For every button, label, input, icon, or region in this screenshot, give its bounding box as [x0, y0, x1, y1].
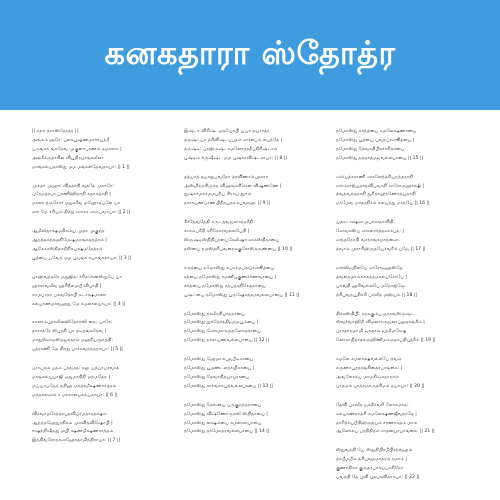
verse [336, 174, 482, 210]
verse-line: ஹாராவலீவ ஹரிநீலமயீ விபாதி | [32, 283, 102, 289]
verse-line: இஷ்டா விசிஷ்டமதயோபி யயா தயார்த்ர [184, 129, 270, 134]
verse-line: ப்ருங்கா ங்கநேவ முகுளாபரணம் தமாலம் | [32, 146, 122, 152]
verse-line: நமோஸ்து பூமண்டலநாயிகாயை | [184, 366, 255, 372]
verse-line: நமோஸ்து துக்தோததிஜந்மபூம்யை | [184, 320, 259, 326]
verse-line: த்வத்வந்தநாநி துரிதாஹரணோத்யதாநி [336, 192, 416, 198]
verse-line: ஆகேகரஸ்திதகநீநிகபக்ஷ்மநேத்ரம் [32, 246, 103, 252]
verse [32, 319, 178, 355]
verse-line: ஸம்பத்கராணி ஸகலேந்த்ரியநந்தநாநி [336, 174, 414, 180]
verse-line: பத்ராணி மே திசது பார்கவநந்தநாயா: || 5 || [32, 347, 123, 353]
verse-line: தாராதரே ஸ்புரதி யா தடிதங்கநேவ | [32, 329, 107, 335]
verse [32, 228, 178, 264]
verse-line: மந்தாலஸம் ச மகராலயகந்யகாயா: || 6 || [32, 392, 118, 398]
verse-line: லோகாதிநாதக்ருஹிணீமம்ருதாப்திபுத்ரீம் || 19 || [336, 338, 436, 344]
verse-line: கமலே கமலாக்ஷவல்லபே த்வம் [336, 357, 402, 363]
text-column-2 [184, 128, 330, 447]
verse-line: மாலா த்ருசோர் மதுகரீவ மஹோத்பலே யா [32, 201, 121, 207]
verse-line: நமோஸ்து தேவாதிபிரர்ச்சிதாயை [336, 146, 405, 152]
verse [32, 411, 178, 447]
verse-line: கல்யாணகாத்ரி கமலேக்ஷணஜீவநாதே | [336, 411, 417, 417]
verse-line: த்ருஷ்டி: ப்ரஹ்ருஷ்டகமலோதரதீப்திரிஷ்டாம் [184, 146, 278, 152]
verse [32, 274, 178, 310]
verse-line: அவலோகய மாமகிஞ்சநாநாம் [336, 374, 399, 380]
verse-line: ஆநந்தகந்தமநிமேஷமநங்கதந்த்ரம் | [32, 238, 107, 244]
verse-line: நமோஸ்து ஸோமாம்ருதஸோதராயை [184, 329, 261, 335]
verse-line: நமோஸ்து தாமோதரவல்லபாயை || 14 || [184, 429, 270, 435]
verse-line: காமப்ரதா பகவதோபி கடாக்ஷமாலா [32, 292, 107, 298]
verse [184, 356, 330, 392]
verse-line: || கநக தாரஸ்தோத்ர || [32, 129, 79, 134]
verse [336, 447, 482, 483]
text-column-1 [32, 128, 178, 456]
verse-line: துஷ்கர்மகர்மமபநீய சிராய தூரம் [184, 192, 252, 198]
verse [184, 265, 330, 301]
verse-line: மாமேவ மாதரநிசம் கலயந்து மாந்யே || 16 || [336, 201, 430, 207]
verse-line: பகவதி ஹரிவல்லபே மநோஜ்ஞே [336, 283, 406, 289]
verse [336, 219, 482, 255]
verse-line: நமோஸ்து சார்ங்காயுதவல்லபாயை || 13 || [184, 383, 273, 389]
verse [336, 356, 482, 392]
verse-line: ஆமீலிதாக்ஷமதிகம்ய முதா முகுந்த [32, 229, 105, 235]
verse-line: நமோஸ்து ஹேமாம்புஜபீடிகாயை [184, 357, 254, 363]
verse-line: அங்கம் ஹரே: புலகபூஷணமாச்ரயந்தீ [32, 137, 110, 143]
verse-line: தேவி ப்ரஸீத ஜகதீச்வரி லோகமாத: [336, 402, 409, 408]
verse-line: நமோஸ்து லக்ஷ்ம்யை கமலாலயாயை [184, 420, 262, 426]
verse-line: நமோஸ்து நாராயணவல்லபாயை || 12 || [184, 338, 270, 344]
verse-line: மய்யாபதேத் ததிஹ மந்தரமீக்ஷணார்த்தம் [32, 383, 117, 389]
verse-line: ஸாம்ராஜ்யதாநவிபவாநி ஸரோருஹாக்ஷி | [336, 183, 425, 189]
verse-line: த்ரயீமயீம் த்ரிபுவநமாதரம் ரமாம் | [336, 457, 407, 463]
verse-line: ப்ராப்தம் பதம் ப்ரதமத: கலு யத்ப்ரபாவாத் [32, 366, 120, 372]
verse-line: த்ரிபுவநபூதிகரி ப்ரஸீத மஹ்யம் || 18 || [336, 292, 417, 298]
verse-line: ஸரஸிஜநிலயே ஸரோஜஹஸ்தே [336, 265, 403, 271]
verse [336, 311, 482, 347]
verse-line: ஆநந்தஹேதுரதிகம் முரவித்விஷோபி | [32, 420, 113, 426]
verse-line: முக்தா முஹு: விததாதி வதநே முராரே: [32, 183, 114, 189]
verse-line: நமோஸ்து பூத்யை புவநப்ரஸூத்யை | [336, 137, 415, 143]
verse-line: நமோஸ்து விஷ்ணோருரஸி ஸ்திதாயை | [184, 411, 268, 417]
verse-line: ச்ருத்யை நமோஸ்து சுபகர்மபலப்ரஸூத்யை [184, 265, 275, 271]
verse-line: ப்ராதர்நமாமி ஜகதாம் ஜநநீமசேஷ [336, 329, 407, 335]
verse-line: புஷ்டிம் க்ருஷீஷ்ட மம புஷ்கரவிஷ்டராயா: || 8 || [184, 155, 287, 161]
verse-line: பவந்தி தே புவி புதபாவிதாசயா: || 22 || [336, 475, 420, 481]
text-column-3 [336, 128, 482, 493]
verse-line: ஈஷந்நிஷீதது மயி க்ஷணமீக்ஷணார்த்தம் [32, 429, 114, 435]
verse-line: அங்கீக்ருதாகில விபூதிரபாங்கலீலா [32, 155, 104, 161]
verse-line: ரத்யை நமோஸ்து ரமணீயகுணார்ணவாயை | [184, 274, 277, 280]
verse-line: காலாம்புதாலிலஸிதோரஸி கைடபாரே: [32, 320, 113, 326]
page-title: கனகதாரா ஸ்தோத்ர [104, 34, 396, 72]
verse [184, 219, 330, 255]
verse [32, 183, 178, 219]
title-banner [0, 0, 500, 110]
verse-line: தவளதமாம்சுககந்தமால்யசோபே | [336, 274, 407, 280]
verse-line: நமோஸ்து நாலீகநிபாநநாயை [184, 311, 245, 317]
verse [184, 174, 330, 210]
verse-line: கருணாபூரதரங்கிதைரபாங்கை: | [336, 366, 403, 372]
verse-line: விச்வாமரேந்த்ரபதவிப்ரமதாநதக்ஷம் [32, 411, 107, 417]
verse-line: த்ருஷ்ட்யா த்ரிவிஷ்டபபதம் ஸுலபம் லபந்தே | [184, 137, 283, 143]
verse [184, 128, 330, 164]
verse-line: ஆலோகய ப்ரதிதிநம் ஸதயைரபாங்கை: || 21 || [336, 429, 435, 435]
verse [336, 128, 482, 164]
verse-line: அஸ்மிந்நகிஞ்சந விஹங்கசிசௌ விஷண்ணே | [184, 183, 282, 189]
verse-line: ப்ரதமம் பாத்ரமக்ருத்ரிமம் தயாயா: || 20 || [336, 383, 425, 389]
verse-line: ப்ரேமத்ரபா ப்ரணிஹிதாநி கதாகதாநி | [32, 192, 111, 198]
verse-line: யத்கடாக்ஷஸமுபாஸநாவிதி: [336, 220, 395, 226]
verse-line: நமோஸ்து தேவாதிதயாபராயை [184, 374, 250, 380]
verse-line: நாராயணப்ரணயிநீநயநாம்புவாஹ: || 9 || [184, 201, 271, 207]
verse-line: தத்யாத் தயாநுபவநோ த்ரவிணாம்புதாரா [184, 174, 269, 180]
verse-line: பூத்யை பவேந் மம புஜங்க சயாங்கநாயா: || 3 || [32, 255, 132, 261]
verse-line: நமோஸ்து நந்தாத்மஜவல்லபாயை || 15 || [336, 155, 424, 161]
verse-line: மாங்கல்யதாஸ்து மம மங்களதேவதாயா: || 1 || [32, 164, 130, 170]
verse-line: ஸ்வர்வாஹிநீ விமலசாருஜலாப்லுதாங்கீம் | [336, 320, 425, 326]
verse-line: தாரித்ர்யபீதிஹ்ருதயம் சரணாகதம் மாம் [336, 420, 418, 426]
verse-line: நமோஸ்து தேவ்யை ப்ருகுநந்தநாயை [184, 402, 262, 408]
verse-line: ஸ்துவந்தி யே ஸ்துதிபிரமீபிரந்வஹம் [336, 448, 413, 454]
verse-line: ஸேவகஸ்ய ஸகலார்த்தஸம்பத: | [336, 229, 404, 235]
verse-line: நமோஸ்து காந்த்யை கமலேக்ஷணாயை [336, 129, 417, 134]
verse-line: மாங்கல்யபாஜி மதுமாதிநி மந்மதேந | [32, 374, 111, 380]
verse-line: தஸ்யை நமஸ்த்ரிபுவநைககுரோஸ்தருண்யை || 10 || [184, 246, 293, 252]
verse-line: புஷ்ட்யை நமோஸ்து புருஷோத்தமவல்லபாயை || 11 || [184, 292, 300, 298]
verse [336, 402, 482, 438]
verse-line: திக்கஸ்திபி: கநககும்பமுகாவஸ்ருஷ்ட [336, 311, 415, 317]
verse [336, 265, 482, 301]
verse-line: பாஹ்வந்தரே மதுஜித: ச்ரிதகௌஸ்துபே யா [32, 274, 123, 280]
verse-line: சாகம்பரீதி சசிசேகரவல்லபேதி | [184, 229, 250, 235]
verse-line: இந்திவரோதரஸஹோதரமிந்திராயா: || 7 || [32, 438, 120, 444]
verse-line: ஸ்ருஷ்டிஸ்திதிப்ரளயகேலிஷு ஸம்ஸ்திதாயை [184, 238, 280, 244]
verse-line: மாதுஸ்ஸமஸ்தஜகதாம் மஹநீயமூர்த்தி: [32, 338, 113, 344]
verse [32, 128, 178, 173]
verse-line: த்வாம் முராரிஹ்ருதயேச்வரீம் பஜே || 17 || [336, 246, 426, 252]
verse [184, 311, 330, 347]
verse-line: ஸா மே ச்ரியம் திசது ஸாகர ஸம்பவாயா: || 2 || [32, 210, 131, 216]
verse [184, 402, 330, 438]
verse-line: கல்யாணமாவஹது மே கமலாலயாயா: || 4 || [32, 301, 126, 307]
verse-line: சக்த்யை நமோஸ்து சதபத்ரநிகேதநாயை [184, 283, 266, 289]
verse [32, 365, 178, 401]
verse-line: குணாதிகா குருதரபாக்யபாகிநோ [336, 466, 404, 472]
verse-line: கீர்தேவதேதி கருடத்வஜஸுந்தரீதி [184, 220, 253, 226]
verse-line: ஸந்தநோதி வசநாங்கமாநஸை: [336, 238, 400, 244]
